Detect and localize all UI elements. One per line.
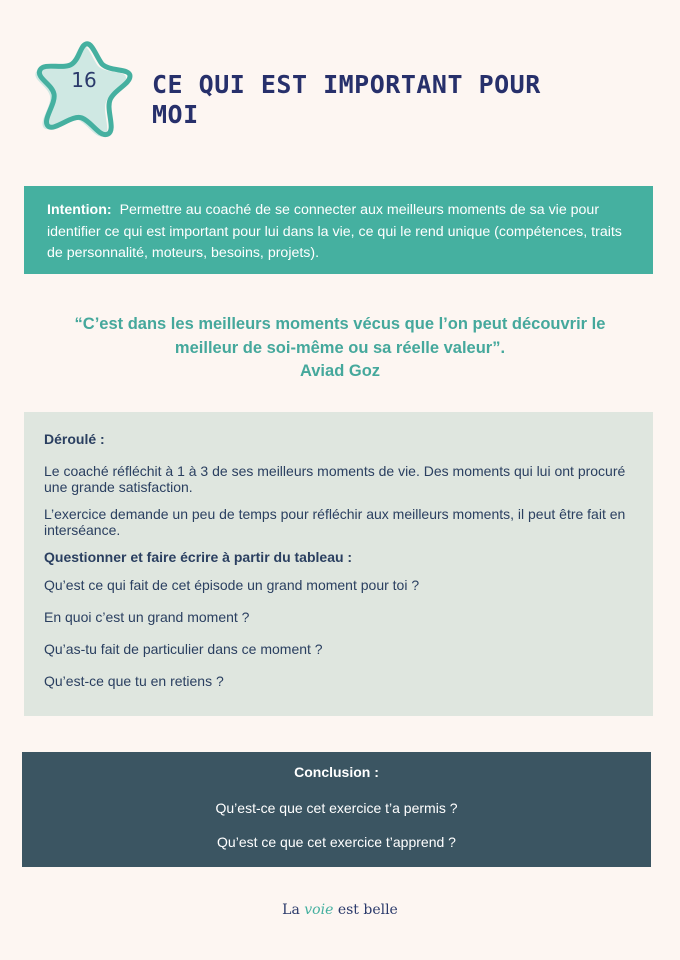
deroule-paragraph-1: Le coaché réfléchit à 1 à 3 de ses meilleurs moments de vie. Des moments qui lui ont procuré une grande satisfaction.: [44, 463, 626, 495]
question-item: Qu’est-ce que tu en retiens ?: [44, 673, 224, 689]
intention-text: Permettre au coaché de se connecter aux meilleurs moments de sa vie pour identifier ce qui est important pour lui dans la vie, ce qui le rend unique (compétences, traits de personnalité, moteurs, besoins, projets).: [47, 202, 622, 261]
footer-logo-part-1: La: [282, 902, 300, 918]
deroule-heading: Déroulé :: [44, 431, 105, 447]
badge-number: 16: [71, 68, 97, 92]
intention-box: [24, 186, 653, 274]
question-item: Qu’as-tu fait de particulier dans ce moment ?: [44, 641, 323, 657]
footer-logo-part-3: est belle: [337, 902, 398, 918]
question-item: En quoi c’est un grand moment ?: [44, 609, 250, 625]
conclusion-question-1: Qu’est-ce que cet exercice t’a permis ?: [215, 800, 458, 816]
intention-label: Intention:: [47, 202, 112, 218]
conclusion-heading: Conclusion :: [294, 764, 379, 780]
quote-author: Aviad Goz: [299, 362, 381, 380]
footer-logo: [0, 902, 680, 918]
star-badge: [34, 38, 134, 142]
deroule-subheading: Questionner et faire écrire à partir du tableau :: [44, 549, 353, 565]
conclusion-box: [22, 752, 651, 867]
page-title: CE QUI EST IMPORTANT POUR MOI: [152, 70, 541, 129]
deroule-paragraph-2: L’exercice demande un peu de temps pour réfléchir aux meilleurs moments, il peut être fait en interséance.: [44, 506, 626, 538]
footer-logo-part-2: voie: [304, 902, 334, 918]
deroule-box: [24, 412, 653, 716]
quote-block: [30, 313, 650, 384]
conclusion-question-2: Qu’est ce que cet exercice t’apprend ?: [217, 834, 456, 850]
quote-line-1: “C’est dans les meilleurs moments vécus que l’on peut découvrir le: [74, 315, 606, 333]
question-item: Qu’est ce qui fait de cet épisode un grand moment pour toi ?: [44, 577, 420, 593]
quote-line-2: meilleur de soi-même ou sa réelle valeur”.: [174, 338, 506, 357]
